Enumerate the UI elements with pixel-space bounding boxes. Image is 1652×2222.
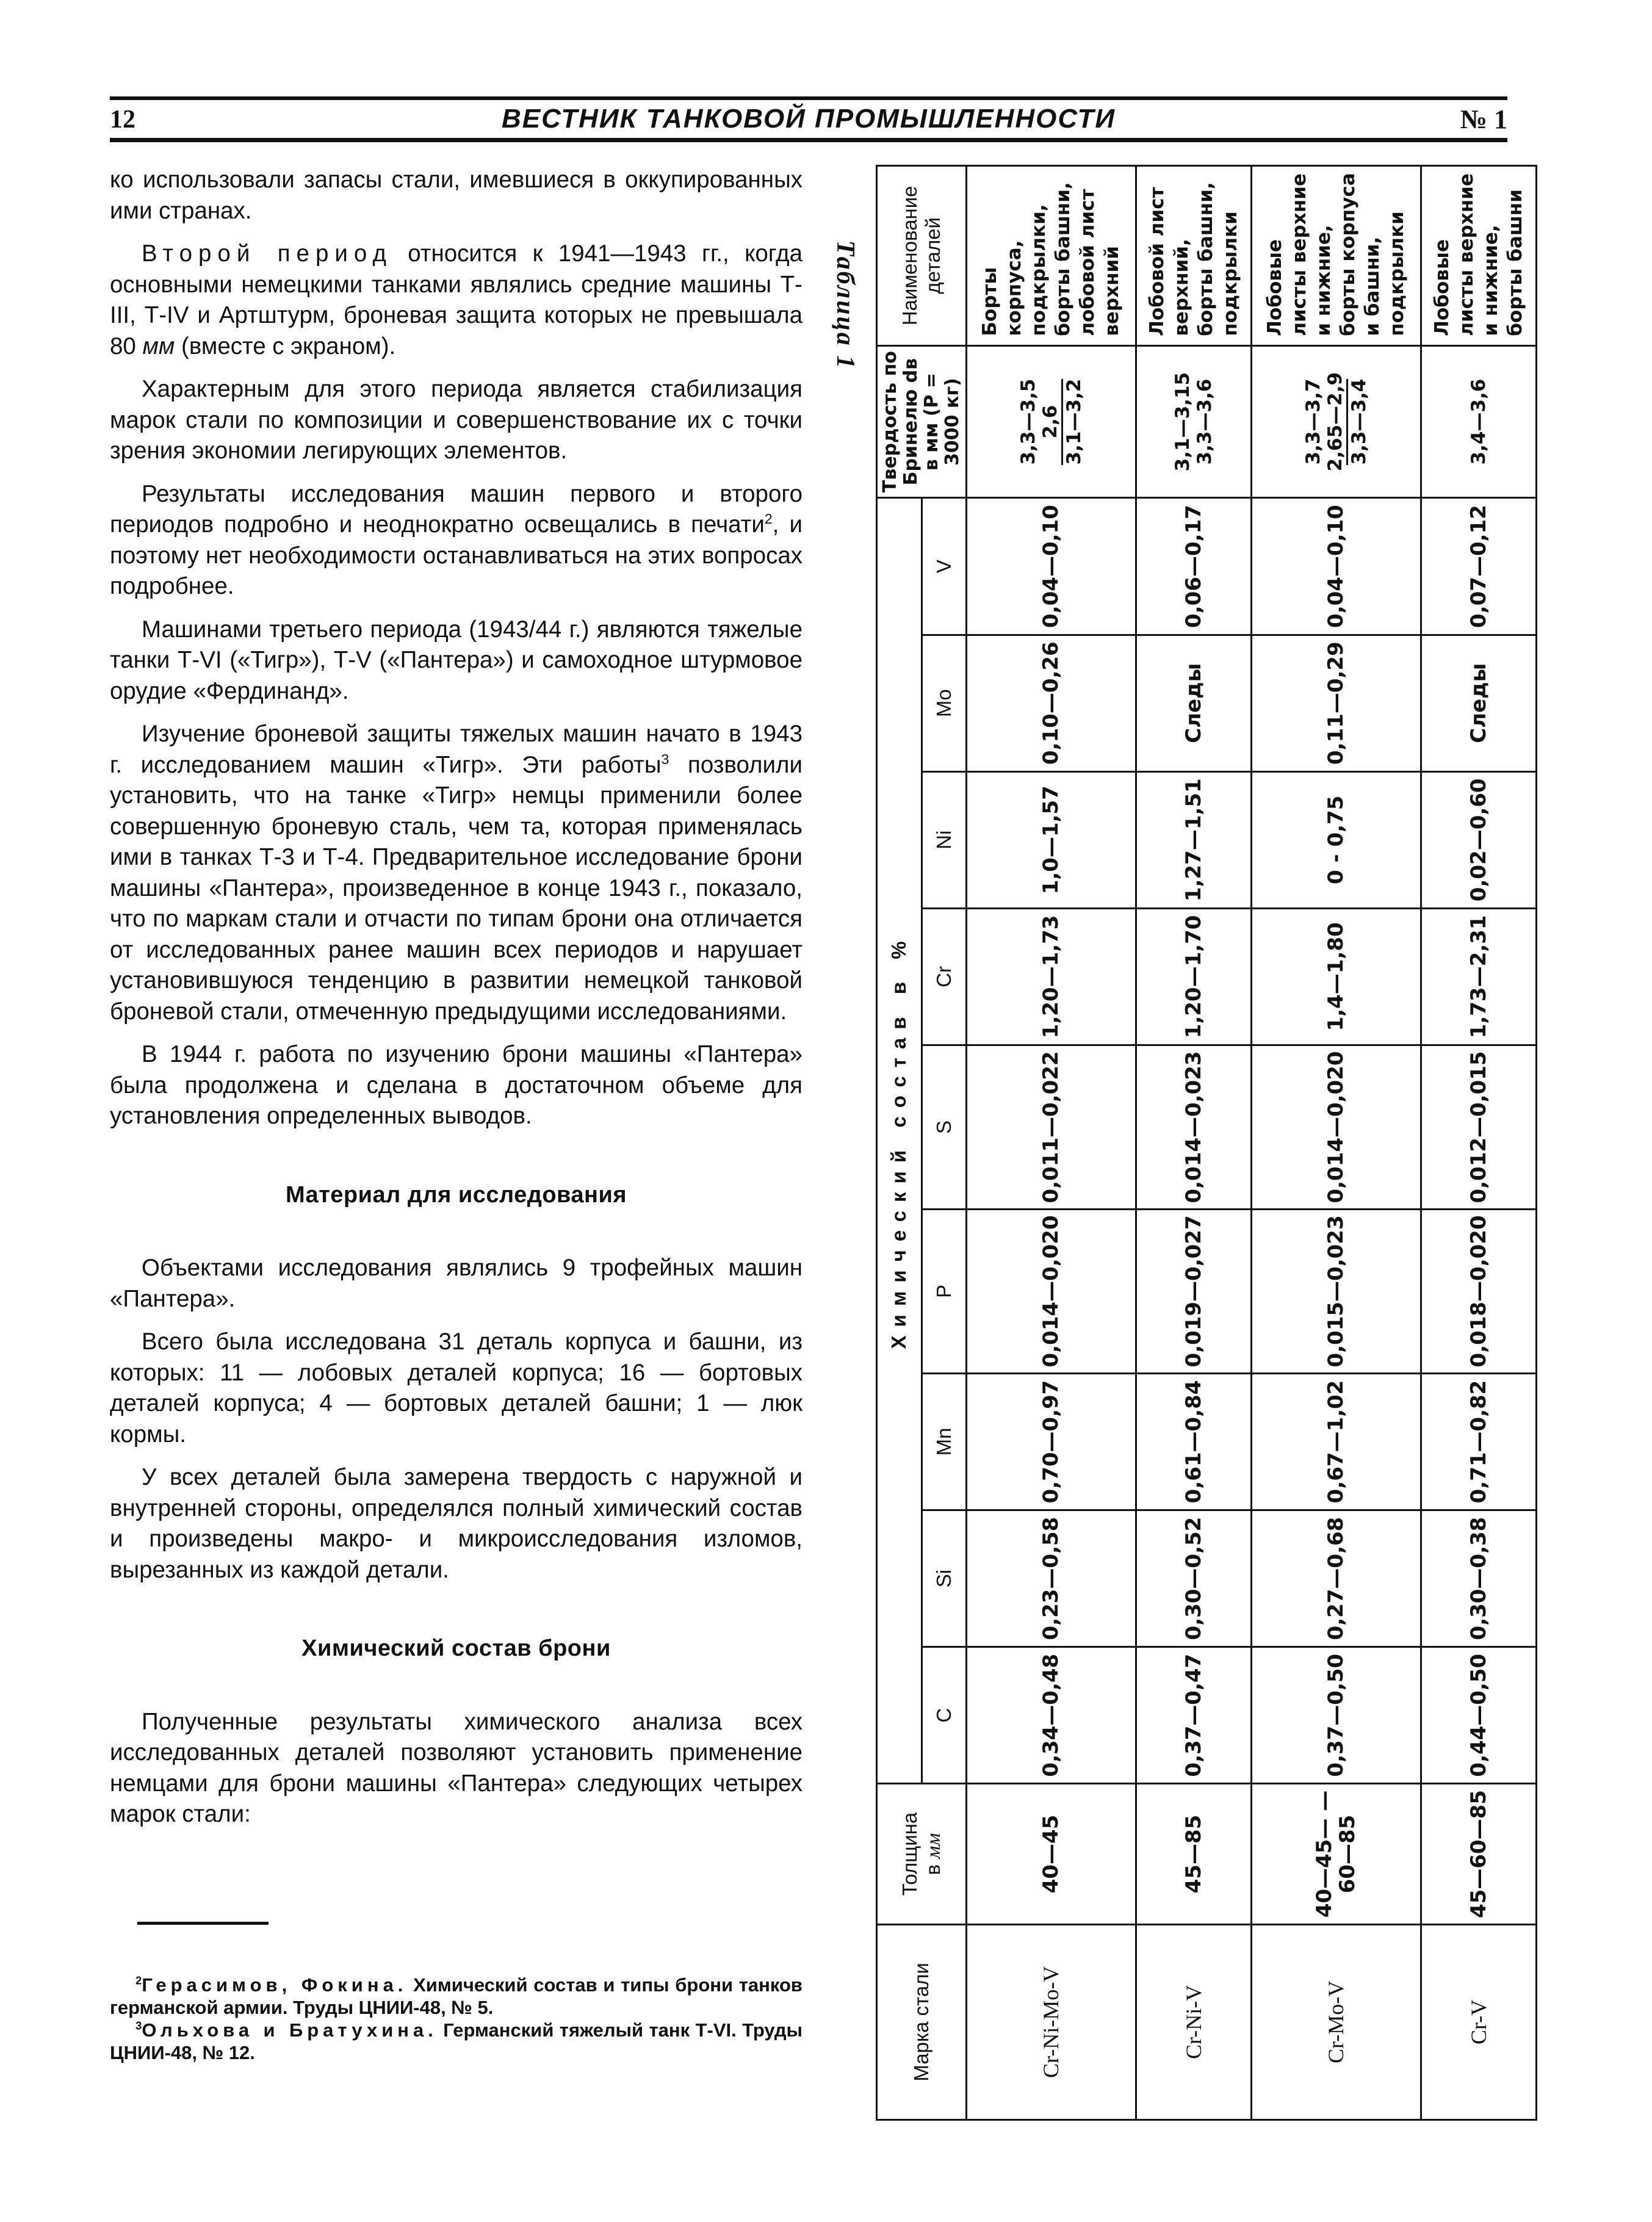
cell-mo: Следы <box>1136 635 1251 771</box>
cell-parts: Лобовые листы верхние и нижние, борты корпуса и башни, подкрылки <box>1251 166 1421 346</box>
table-header-row <box>877 166 922 2120</box>
cell-mn: 0,70—0,97 <box>967 1373 1136 1510</box>
footnote-authors: Ольхова и Братухина. <box>142 2019 438 2041</box>
table-row <box>1136 166 1251 2120</box>
cell-grade: Cr-V <box>1421 1924 1536 2119</box>
cell-si: 0,27—0,68 <box>1251 1510 1421 1647</box>
paragraph: ко использовали запасы стали, имевшиеся в оккупированных ими странах. <box>110 167 803 224</box>
cell-v: 0,04—0,10 <box>967 498 1136 635</box>
cell-s: 0,014—0,020 <box>1251 1045 1421 1209</box>
paragraph: Всего была исследована 31 деталь корпуса и башни, из которых: 11 — лобовых деталей корпуса; 16 — бортовых деталей корпуса; 4 — бортовых деталей башни; 1 — люк кормы. <box>110 1329 803 1448</box>
hardness-outer: 3,1—3,15 <box>1171 372 1194 472</box>
emphasis: Второй период <box>142 240 392 267</box>
table-row <box>1421 166 1536 2120</box>
table-row <box>1251 166 1421 2120</box>
header-element: Mo <box>922 635 967 771</box>
table-caption <box>827 207 864 403</box>
cell-ni: 0,02—0,60 <box>1421 771 1536 908</box>
hardness-inner: 3,3—3,6 <box>1193 378 1216 465</box>
header-grade: Марка стали <box>877 1924 967 2119</box>
cell-hardness <box>1421 345 1536 498</box>
cell-p: 0,015—0,023 <box>1251 1209 1421 1373</box>
footnote-authors: Герасимов, Фокина. <box>142 1974 408 1996</box>
cell-cr: 1,73—2,31 <box>1421 908 1536 1045</box>
cell-mn: 0,61—0,84 <box>1136 1373 1251 1510</box>
hardness-inner: 2,6 <box>1039 405 1061 439</box>
hardness-alt: 3,1—3,2 <box>1061 379 1085 465</box>
hardness-alt: 3,3—3,4 <box>1346 379 1370 465</box>
journal-title: ВЕСТНИК ТАНКОВОЙ ПРОМЫШЛЕННОСТИ <box>502 104 1116 134</box>
section-heading-material: Материал для исследования <box>285 1181 627 1208</box>
cell-v: 0,04—0,10 <box>1251 498 1421 635</box>
cell-grade: Cr-Mo-V <box>1251 1924 1421 2119</box>
article-text-column <box>110 165 803 2064</box>
footnote-ref[interactable]: 3 <box>661 751 669 767</box>
cell-si: 0,30—0,38 <box>1421 1510 1536 1647</box>
cell-thickness: 45—60—85 <box>1421 1784 1536 1925</box>
cell-hardness <box>1251 345 1421 498</box>
paragraph: Машинами третьего периода (1943/44 г.) являются тяжелые танки Т-VI («Тигр»), Т-V («Пантера») и самоходное штурмовое орудие «Фердинанд». <box>110 616 803 704</box>
hardness-outer: 3,3—3,7 <box>1302 378 1324 465</box>
cell-s: 0,014—0,023 <box>1136 1045 1251 1209</box>
footnote-ref[interactable]: 2 <box>764 511 773 527</box>
header-element: Ni <box>922 771 967 908</box>
page-number: 12 <box>110 106 135 134</box>
table <box>876 165 1537 2121</box>
cell-mo: 0,10—0,26 <box>967 635 1136 771</box>
cell-cr: 1,20—1,73 <box>967 908 1136 1045</box>
header-thickness-label: Толщина <box>898 1812 921 1896</box>
paragraph-text: Изучение броневой защиты тяжелых машин начато в 1943 г. исследованием машин «Тигр». Эти работы <box>110 721 803 778</box>
paragraph-text: относится к 1941—1943 гг., когда основными немецкими танками являлись средние машины Т-III, Т-IV и Артштурм, броневая защита которых не превышала 80 <box>110 240 803 359</box>
cell-parts: Лобовые листы верхние и нижние, борты башни <box>1421 166 1536 346</box>
cell-hardness <box>1136 345 1251 498</box>
paragraph: В 1944 г. работа по изучению брони машины «Пантера» была продолжена и сделана в достаточном объеме для установления определенных выводов. <box>110 1041 803 1129</box>
cell-mn: 0,71—0,82 <box>1421 1373 1536 1510</box>
paragraph-text: , и поэтому нет необходимости останавливаться на этих вопросах подробнее. <box>110 511 803 599</box>
running-head <box>110 96 1507 142</box>
cell-parts: Борты корпуса, подкрылки, борты башни, лобовой лист верхний <box>967 166 1136 346</box>
footnote <box>110 1974 803 2019</box>
header-parts: Наименование деталей <box>877 166 967 346</box>
cell-si: 0,23—0,58 <box>967 1510 1136 1647</box>
paragraph-text: Результаты исследования машин первого и второго периодов подробно и неоднократно освещались в печати <box>110 480 803 538</box>
header-thickness-prefix: в <box>921 1858 944 1875</box>
cell-c: 0,37—0,50 <box>1251 1647 1421 1784</box>
cell-thickness: 45—85 <box>1136 1784 1251 1925</box>
header-element: V <box>922 498 967 635</box>
issue-number: № 1 <box>1460 104 1507 134</box>
cell-p: 0,019—0,027 <box>1136 1209 1251 1373</box>
hardness-inner: 2,65—2,9 <box>1324 372 1346 472</box>
cell-p: 0,014—0,020 <box>967 1209 1136 1373</box>
cell-si: 0,30—0,52 <box>1136 1510 1251 1647</box>
cell-cr: 1,4—1,80 <box>1251 908 1421 1045</box>
header-thickness <box>877 1784 967 1925</box>
header-chemical-composition: Химический состав в % <box>877 498 922 1784</box>
cell-c: 0,37—0,47 <box>1136 1647 1251 1784</box>
unit: мм <box>142 333 175 359</box>
cell-ni: 1,27—1,51 <box>1136 771 1251 908</box>
cell-c: 0,34—0,48 <box>967 1647 1136 1784</box>
chemical-composition-table <box>876 165 1526 2121</box>
cell-mo: Следы <box>1421 635 1536 771</box>
header-element: C <box>922 1647 967 1784</box>
table-row <box>967 166 1136 2120</box>
cell-c: 0,44—0,50 <box>1421 1647 1536 1784</box>
paragraph: У всех деталей была замерена твердость с наружной и внутренней стороны, определялся полный химический состав и произведены макро- и микроисследования изломов, вырезанных из каждой детали. <box>110 1464 803 1583</box>
paragraph <box>110 479 803 602</box>
cell-s: 0,012—0,015 <box>1421 1045 1536 1209</box>
paragraph-text: позволили установить, что на танке «Тигр» немцы применили более совершенную броневую сталь, чем та, которая применялась ими в танках Т-3 и Т-4. Предварительное исследование брони машины «Пантера», произведенное в конце 1943 г., показало, что по маркам стали и отчасти по типам брони она отличается от исследованных ранее машин всех периодов и нарушает установившуюся тенденцию в развитии немецкой танковой броневой стали, отмеченную предыдущими исследованиями. <box>110 751 803 1025</box>
header-element: S <box>922 1045 967 1209</box>
cell-ni: 1,0—1,57 <box>967 771 1136 908</box>
cell-parts: Лобовой лист верхний, борты башни, подкрылки <box>1136 166 1251 346</box>
cell-cr: 1,20—1,70 <box>1136 908 1251 1045</box>
paragraph-text: (вместе с экраном). <box>175 333 396 359</box>
cell-grade: Cr-Ni-V <box>1136 1924 1251 2119</box>
cell-s: 0,011—0,022 <box>967 1045 1136 1209</box>
cell-grade: Cr-Ni-Mo-V <box>967 1924 1136 2119</box>
paragraph <box>110 719 803 1027</box>
footnote-mark: 3 <box>135 2019 142 2032</box>
table-caption-text: Таблица 1 <box>831 240 859 370</box>
paragraph: Объектами исследования являлись 9 трофейных машин «Пантера». <box>110 1255 803 1312</box>
footnote-mark: 2 <box>135 1974 142 1987</box>
cell-p: 0,018—0,020 <box>1421 1209 1536 1373</box>
header-element: Cr <box>922 908 967 1045</box>
cell-hardness <box>967 345 1136 498</box>
cell-v: 0,06—0,17 <box>1136 498 1251 635</box>
hardness-outer: 3,3—3,5 <box>1017 378 1039 465</box>
cell-ni: 0 - 0,75 <box>1251 771 1421 908</box>
cell-thickness: 40—45— —60—85 <box>1251 1784 1421 1925</box>
hardness-outer: 3,4—3,6 <box>1467 378 1490 465</box>
cell-mo: 0,11—0,29 <box>1251 635 1421 771</box>
paragraph: Полученные результаты химического анализа всех исследованных деталей позволяют установить применение немцами для брони машины «Пантера» следующих четырех марок стали: <box>110 1708 803 1827</box>
header-element: P <box>922 1209 967 1373</box>
header-element: Mn <box>922 1373 967 1510</box>
cell-thickness: 40—45 <box>967 1784 1136 1925</box>
paragraph: Характерным для этого периода является стабилизация марок стали по композиции и совершенствование их с точки зрения экономии легирующих элементов. <box>110 376 803 464</box>
footnote <box>110 2019 803 2064</box>
paragraph <box>110 239 803 362</box>
footnote-divider <box>137 1922 269 1925</box>
footnote-text: Химический состав и типы брони танков германской армии. Труды ЦНИИ-48, № 5. <box>110 1974 803 2018</box>
section-heading-chemical: Химический состав брони <box>301 1636 611 1661</box>
cell-v: 0,07—0,12 <box>1421 498 1536 635</box>
cell-mn: 0,67—1,02 <box>1251 1373 1421 1510</box>
header-hardness: Твердость по Бринелю dв в мм (P = 3000 кг) <box>877 345 967 498</box>
header-element: Si <box>922 1510 967 1647</box>
footnote-text: Германский тяжелый танк Т-VI. Труды ЦНИИ-48, № 12. <box>110 2019 803 2063</box>
header-thickness-unit: мм <box>922 1833 945 1859</box>
